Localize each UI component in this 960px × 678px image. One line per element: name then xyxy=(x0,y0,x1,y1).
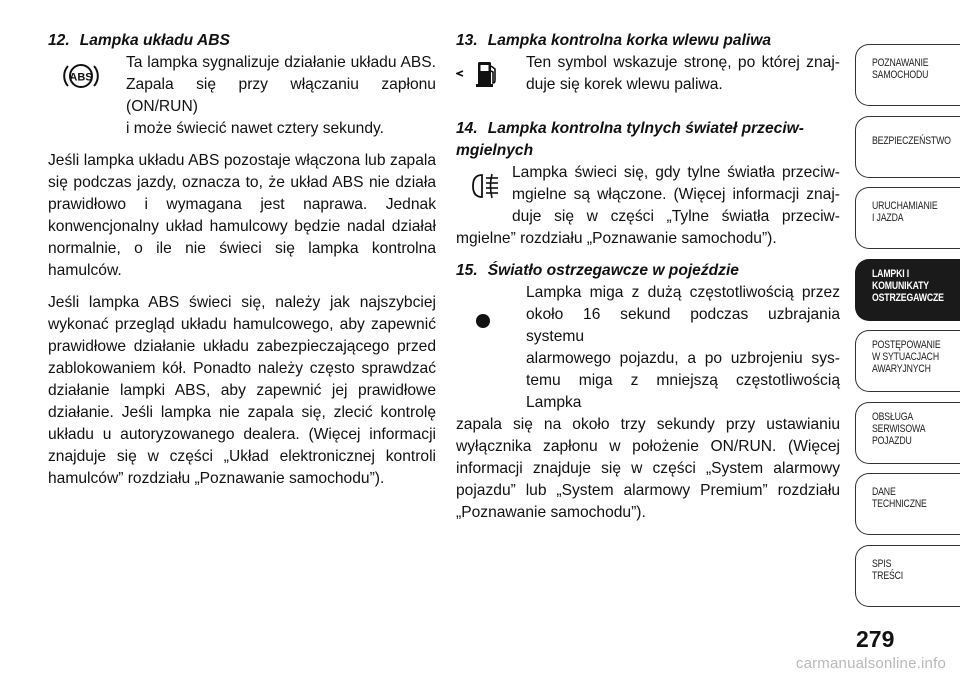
section-15-body xyxy=(456,282,840,524)
section-15-tail: zapala się na około trzy sekundy przy ustawianiu wyłącznika zapłonu w położenie ON/RUN. (Więcej informacji znajduje się w części „System alarmowy pojazdu” lub „System alarmowy Premium” rozdziału „Poznawanie samochodu”). xyxy=(456,416,840,521)
section-15-line: około 16 sekund podczas uzbrajania systemu xyxy=(526,306,840,345)
abs-warning-icon xyxy=(62,60,100,92)
section-15-line: Lampka miga z dużą częstotliwością przez xyxy=(526,284,840,301)
section-14-heading-cont: mgielnych xyxy=(456,142,534,159)
tab-obsluga-serwisowa[interactable]: OBSŁUGA SERWISOWA POJAZDU xyxy=(855,402,960,464)
chapter-tabs xyxy=(855,44,960,616)
tab-lampki-i-komunikaty[interactable]: LAMPKI I KOMUNIKATY OSTRZEGAWCZE xyxy=(855,259,960,321)
watermark: carmanualsonline.info xyxy=(795,655,946,672)
tab-spis-tresci[interactable]: SPIS TREŚCI xyxy=(855,545,960,607)
tab-dane-techniczne[interactable]: DANE TECHNICZNE xyxy=(855,473,960,535)
section-14-heading: 14. Lampka kontrolna tylnych świateł przeciw- xyxy=(456,120,804,137)
section-15-line: alarmowego pojazdu, a po uzbrojeniu sys- xyxy=(526,350,840,367)
page-number: 279 xyxy=(856,626,895,652)
section-14-line: Lampka świeci się, gdy tylne światła przeciw- xyxy=(512,164,840,181)
section-14-line: duje się w części „Tylne światła przeciw- xyxy=(512,208,840,225)
tab-bezpieczenstwo[interactable]: BEZPIECZEŃSTWO xyxy=(855,116,960,178)
section-12-paragraph-2: Jeśli lampka ABS świeci się, należy jak najszybciej wykonać przegląd układu hamulcowego, aby zapewnić prawidłowe działanie układu zabezpieczającego przed zablokowaniem kół. Ponadto należy często sprawdzać działanie lampki ABS, aby zapewnić jej prawidłowe działanie. Jeśli lampka nie zapala się, zlecić kontrolę układu u autoryzowanego dealera. (Więcej informacji znajduje się w części „Układ elektronicznej kontroli hamulców” rozdziału „Poznawanie samochodu”). xyxy=(48,294,436,487)
svg-text:ABS: ABS xyxy=(69,71,93,84)
section-12-intro xyxy=(48,52,436,140)
section-15-heading: 15. Światło ostrzegawcze w pojeździe xyxy=(456,262,739,279)
section-15-line: temu miga z mniejszą częstotliwością Lampka xyxy=(526,372,840,411)
rear-fog-light-icon xyxy=(470,172,502,200)
section-14-tail: mgielne” rozdziału „Poznawanie samochodu”). xyxy=(456,230,777,247)
section-13-line: Ten symbol wskazuje stronę, po której znaj- xyxy=(526,54,840,71)
section-13-heading: 13. Lampka kontrolna korka wlewu paliwa xyxy=(456,32,772,49)
section-14-body xyxy=(456,162,840,250)
section-12-paragraph-1: Jeśli lampka układu ABS pozostaje włączona lub zapala się podczas jazdy, oznacza to, że układ ABS nie działa prawidłowo i wymagana jest naprawa. Jednak konwencjonalny układ hamulcowy będzie nadal działał normalnie, o ile nie świeci się lampka kontrolna hamulców. xyxy=(48,152,436,279)
left-column xyxy=(48,30,436,490)
section-12-intro-line: i może świecić nawet cztery sekundy. xyxy=(126,120,384,137)
section-13-body xyxy=(456,52,840,96)
tab-postepowanie-w-sytuacjach[interactable]: POSTĘPOWANIE W SYTUACJACH AWARYJNYCH xyxy=(855,330,960,392)
tab-poznawanie-samochodu[interactable]: POZNAWANIE SAMOCHODU xyxy=(855,44,960,106)
section-14-line: mgielne są włączone. (Więcej informacji znaj- xyxy=(512,186,840,203)
tab-uruchamianie-i-jazda[interactable]: URUCHAMIANIE I JAZDA xyxy=(855,187,960,249)
security-indicator-icon xyxy=(474,312,492,330)
section-12-intro-line: Ta lampka sygnalizuje działanie układu ABS. xyxy=(126,54,436,71)
section-12-heading: 12. Lampka układu ABS xyxy=(48,32,230,49)
fuel-door-icon xyxy=(456,56,500,90)
section-13-line: duje się korek wlewu paliwa. xyxy=(526,76,723,93)
section-12-intro-line: Zapala się przy włączaniu zapłonu (ON/RUN) xyxy=(126,76,436,115)
right-column xyxy=(456,30,840,524)
